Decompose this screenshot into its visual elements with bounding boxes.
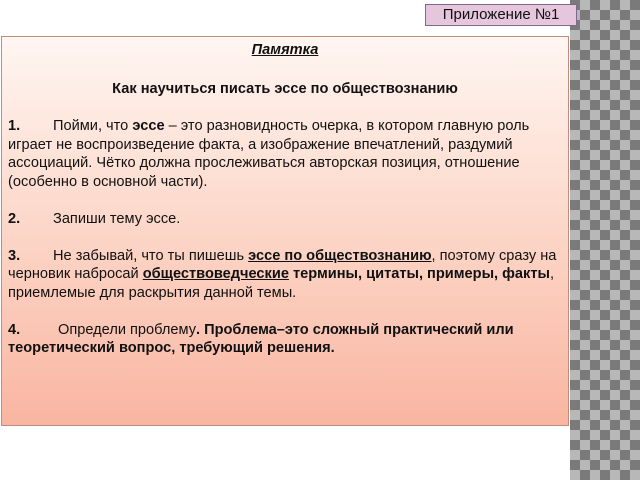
item-text: – это разновидность очерка, в котором главную роль играет не воспроизведение факта, а изображение впечатлений, раздумий ассоциаций. Чётко должна прослеживаться авторская позиция, отношение (особенно в основной части). bbox=[8, 118, 530, 190]
memo-box bbox=[1, 36, 569, 426]
item-bold-term: эссе bbox=[132, 118, 165, 134]
memo-item-4 bbox=[8, 321, 562, 358]
appendix-label: Приложение №1 bbox=[425, 4, 577, 26]
item-text: Не забывай, что ты пишешь bbox=[53, 247, 249, 264]
memo-heading: Как научиться писать эссе по обществознанию bbox=[112, 80, 458, 97]
item-number: 1. bbox=[8, 118, 21, 134]
item-text: Запиши тему эссе. bbox=[53, 210, 181, 227]
memo-item-1 bbox=[8, 117, 562, 191]
item-number: 2. bbox=[8, 210, 21, 227]
checkered-side-pattern bbox=[570, 0, 640, 480]
memo-title: Памятка bbox=[251, 42, 319, 58]
item-text: Пойми, что bbox=[53, 118, 133, 134]
memo-item-3 bbox=[8, 247, 562, 303]
item-bold-text: термины, цитаты, примеры, факты bbox=[288, 266, 550, 282]
memo-item-2 bbox=[8, 210, 562, 229]
item-text: Определи проблему bbox=[58, 321, 196, 338]
item-bold-underlined: обществоведческие bbox=[142, 266, 289, 282]
item-number: 3. bbox=[8, 247, 21, 264]
item-text: , поэтому сразу на черновик набросай bbox=[8, 247, 557, 282]
item-bold-text: . Проблема–это сложный практический или теоретический вопрос, требующий решения. bbox=[8, 321, 514, 356]
item-bold-underlined: эссе по обществознанию bbox=[248, 247, 432, 264]
item-number: 4. bbox=[8, 321, 21, 338]
item-text: , приемлемые для раскрытия данной темы. bbox=[8, 266, 555, 301]
